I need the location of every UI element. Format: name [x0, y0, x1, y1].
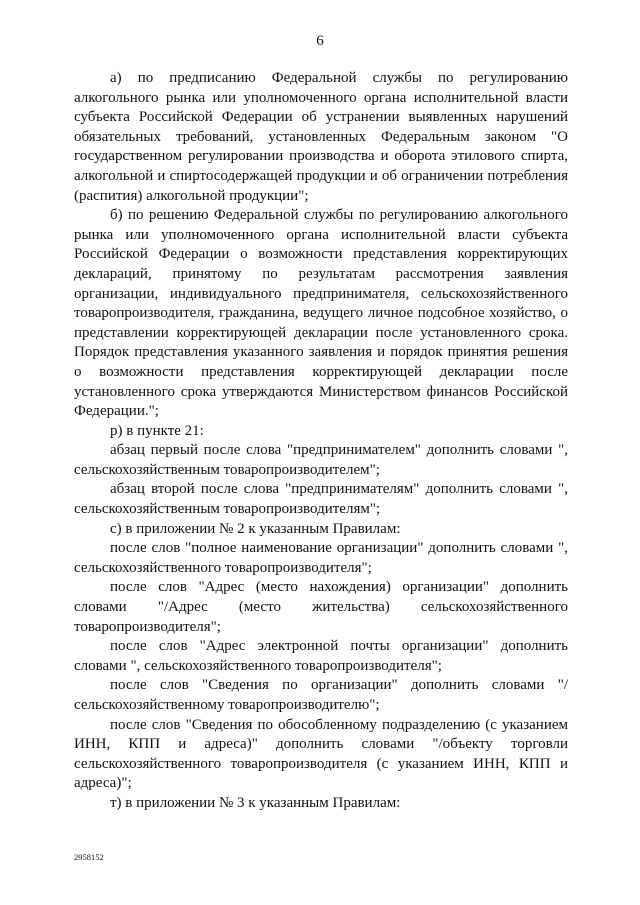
page-number: 6	[316, 33, 324, 49]
document-body	[74, 69, 568, 814]
paragraph-r: р) в пункте 21:	[110, 422, 204, 439]
paragraph-b: б) по решению Федеральной службы по регулированию алкогольного рынка или уполномоченного органа исполнительной власти субъекта Российской Федерации о возможности представления корректирующих деклараций, принятому по результатам рассмотрения заявления организации, индивидуального предпринимателя, сельскохозяйственного товаропроизводителя, гражданина, ведущего личное подсобное хозяйство, о представлении корректирующей декларации после установленного срока. Порядок представления указанного заявления и порядок принятия решения о возможности представления корректирующей декларации после установленного срока утверждаются Министерством финансов Российской Федерации.";	[74, 207, 568, 420]
paragraph-s-item-4: после слов "Сведения по организации" дополнить словами "/сельскохозяйственному товаропроизводителю";	[74, 677, 568, 713]
paragraph-r-first-abzac: абзац первый после слова "предпринимателем" дополнить словами ", сельскохозяйственным товаропроизводителем";	[74, 442, 568, 478]
paragraph-t: т) в приложении № 3 к указанным Правилам:	[110, 794, 401, 811]
paragraph-s-item-2: после слов "Адрес (место нахождения) организации" дополнить словами "/Адрес (место жительства) сельскохозяйственного товаропроизводителя";	[74, 579, 568, 635]
paragraph-a: а) по предписанию Федеральной службы по регулированию алкогольного рынка или уполномоченного органа исполнительной власти субъекта Российской Федерации об устранении выявленных нарушений обязательных требований, установленных Федеральным законом "О государственном регулировании производства и оборота этилового спирта, алкогольной и спиртосодержащей продукции и об ограничении потребления (распития) алкогольной продукции";	[74, 70, 568, 204]
paragraph-s-item-3: после слов "Адрес электронной почты организации" дополнить словами ", сельскохозяйственного товаропроизводителя";	[74, 638, 568, 674]
paragraph-s-item-1: после слов "полное наименование организации" дополнить словами ", сельскохозяйственного товаропроизводителя";	[74, 540, 568, 576]
paragraph-s-item-5: после слов "Сведения по обособленному подразделению (с указанием ИНН, КПП и адреса)" дополнить словами "/объекту торговли сельскохозяйственного товаропроизводителя (с указанием ИНН, КПП и адреса)";	[74, 716, 568, 792]
document-code: 2958152	[74, 852, 104, 862]
paragraph-s: с) в приложении № 2 к указанным Правилам:	[110, 520, 401, 537]
paragraph-r-second-abzac: абзац второй после слова "предпринимателям" дополнить словами ", сельскохозяйственным товаропроизводителям";	[74, 481, 568, 518]
